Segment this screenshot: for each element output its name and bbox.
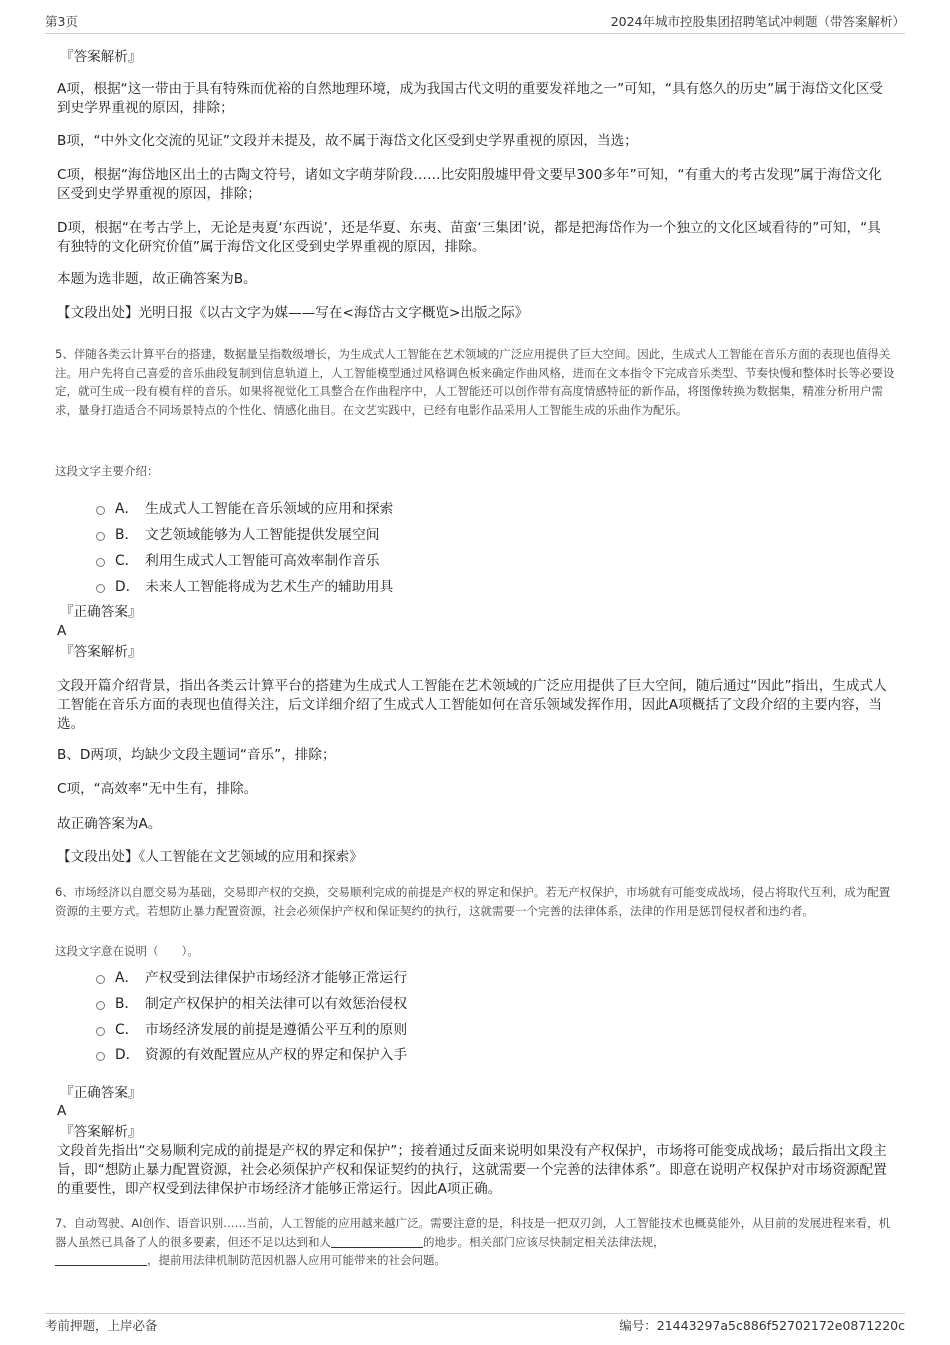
radio-icon[interactable] [96, 1027, 105, 1036]
option-letter: A． [115, 501, 139, 517]
radio-icon[interactable] [96, 975, 105, 984]
option-letter: B． [115, 527, 139, 543]
q5-analysis-label: 『答案解析』 [60, 644, 142, 660]
q4-analysis-c: C项，根据“海岱地区出土的古陶文符号，诸如文字萌芽阶段……比安阳殷墟甲骨文要早300多年”可知，“有重大的考古发现”属于海岱文化区受到史学界重视的原因，排除； [57, 167, 882, 202]
option-text: 制定产权保护的相关法律可以有效惩治侵权 [145, 996, 408, 1012]
option-text: 未来人工智能将成为艺术生产的辅助用具 [145, 579, 394, 595]
q5-option-b[interactable] [96, 523, 380, 543]
q5-answer-label: 『正确答案』 [60, 604, 142, 620]
page-footer [45, 1313, 905, 1334]
option-text: 生成式人工智能在音乐领域的应用和探索 [145, 501, 394, 517]
option-text: 利用生成式人工智能可高效率制作音乐 [145, 553, 380, 569]
option-text: 资源的有效配置应从产权的界定和保护入手 [145, 1047, 408, 1063]
footer-slogan: 考前押题，上岸必备 [45, 1318, 158, 1333]
radio-icon[interactable] [96, 1001, 105, 1010]
radio-icon[interactable] [96, 558, 105, 567]
q5-question: 这段文字主要介绍： [55, 464, 159, 478]
q4-analysis-d: D项，根据“在考古学上，无论是夷夏‘东西说’，还是华夏、东夷、苗蛮‘三集团’说，都是把海岱作为一个独立的文化区域看待的”可知，“具有独特的文化研究价值”属于海岱文化区受到史学界重视的原因，排除。 [57, 220, 881, 255]
option-letter: C． [115, 553, 139, 569]
q7-stem-part-2: 的地步。相关部门应该尽快制定相关法律法规， [423, 1234, 665, 1249]
q7-stem-part-3: ，提前用法律机制防范因机器人应用可能带来的社会问题。 [147, 1253, 446, 1267]
q5-conclusion: 故正确答案为A。 [57, 816, 162, 832]
q6-question: 这段文字意在说明（ ）。 [55, 944, 199, 958]
option-letter: D． [115, 1047, 140, 1063]
q5-option-c[interactable] [96, 549, 380, 569]
q4-analysis-a: A项，根据“这一带由于具有特殊而优裕的自然地理环境，成为我国古代文明的重要发祥地之一”可知，“具有悠久的历史”属于海岱文化区受到史学界重视的原因，排除； [57, 81, 883, 116]
q6-answer: A [57, 1103, 67, 1119]
option-letter: D． [115, 579, 140, 595]
radio-icon[interactable] [96, 506, 105, 515]
option-letter: C． [115, 1022, 139, 1038]
q6-analysis: 文段首先指出“交易顺利完成的前提是产权的界定和保护”；接着通过反面来说明如果没有产权保护，市场将可能变成战场；最后指出文段主旨，即“想防止暴力配置资源，社会必须保护产权和保证契约的执行，这就需要一个完善的法律体系”。即意在说明产权保护对市场资源配置的重要性，即产权受到法律保护市场经济才能够正常运行。因此A项正确。 [57, 1143, 887, 1197]
option-letter: B． [115, 996, 139, 1012]
q4-conclusion: 本题为选非题，故正确答案为B。 [57, 271, 257, 287]
q6-option-c[interactable] [96, 1018, 407, 1038]
q5-answer: A [57, 623, 67, 639]
document-id: 编号：21443297a5c886f52702172e0871220c [619, 1318, 905, 1333]
option-text: 文艺领域能够为人工智能提供发展空间 [145, 527, 380, 543]
q6-option-d[interactable] [96, 1043, 407, 1063]
option-text: 产权受到法律保护市场经济才能够正常运行 [145, 970, 408, 986]
q5-analysis-3: C项，“高效率”无中生有，排除。 [57, 781, 258, 797]
q5-analysis-2: B、D两项，均缺少文段主题词“音乐”，排除； [57, 747, 336, 763]
q4-analysis-label: 『答案解析』 [60, 49, 142, 65]
q7-blank-1[interactable] [331, 1235, 423, 1248]
q7-stem [55, 1214, 895, 1270]
option-text: 市场经济发展的前提是遵循公平互利的原则 [145, 1022, 408, 1038]
q4-source: 【文段出处】光明日报《以古文字为媒——写在<海岱古文字概览>出版之际》 [57, 305, 529, 321]
radio-icon[interactable] [96, 1052, 105, 1061]
q5-option-a[interactable] [96, 497, 393, 517]
q6-option-b[interactable] [96, 992, 407, 1012]
q6-answer-label: 『正确答案』 [60, 1085, 142, 1101]
page-number: 第3页 [45, 14, 78, 29]
page-header [45, 12, 905, 34]
radio-icon[interactable] [96, 532, 105, 541]
q5-option-d[interactable] [96, 575, 393, 595]
q7-stem-part-1: 7、自动驾驶、AI创作、语音识别……当前，人工智能的应用越来越广泛。需要注意的是，科技是一把双刃剑，人工智能技术也概莫能外，从目前的发展进程来看，机器人虽然已具备了人的很多要素，但还不足以达到和人 [55, 1216, 891, 1249]
q7-blank-2[interactable] [55, 1253, 147, 1266]
q6-stem: 6、市场经济以自愿交易为基础，交易即产权的交换，交易顺利完成的前提是产权的界定和保护。若无产权保护，市场就有可能变成战场，侵占将取代互利，成为配置资源的主要方式。若想防止暴力配置资源，社会必须保护产权和保证契约的执行，这就需要一个完善的法律体系，法律的作用是惩罚侵权者和违约者。 [55, 885, 891, 918]
q4-analysis-b: B项，“中外文化交流的见证”文段并未提及，故不属于海岱文化区受到史学界重视的原因，当选； [57, 133, 638, 149]
q6-option-a[interactable] [96, 966, 407, 986]
q5-analysis-1: 文段开篇介绍背景，指出各类云计算平台的搭建为生成式人工智能在艺术领域的广泛应用提供了巨大空间，随后通过“因此”指出，生成式人工智能在音乐方面的表现也值得关注，后文详细介绍了生成式人工智能如何在音乐领域发挥作用，因此A项概括了文段介绍的主要内容，当选。 [57, 678, 887, 732]
q5-source: 【文段出处】《人工智能在文艺领域的应用和探索》 [57, 849, 363, 865]
q5-stem: 5、伴随各类云计算平台的搭建，数据量呈指数级增长，为生成式人工智能在艺术领域的广泛应用提供了巨大空间。因此，生成式人工智能在音乐方面的表现也值得关注。用户先将自己喜爱的音乐曲段复制到信息轨道上，人工智能模型通过风格调色板来确定作曲风格，进而在文本指令下完成音乐类型、节奏快慢和整体时长等必要设定，就可生成一段有模有样的音乐。如果将视觉化工具整合在作曲程序中，人工智能还可以创作带有高度情感特征的新作品，将图像转换为数据集，精准分析用户需求，量身打造适合不同场景特点的个性化、情感化曲目。在文艺实践中，已经有电影作品采用人工智能生成的乐曲作为配乐。 [55, 347, 895, 417]
option-letter: A． [115, 970, 139, 986]
document-title: 2024年城市控股集团招聘笔试冲刺题（带答案解析） [610, 14, 905, 29]
radio-icon[interactable] [96, 584, 105, 593]
q6-analysis-label: 『答案解析』 [60, 1124, 142, 1140]
